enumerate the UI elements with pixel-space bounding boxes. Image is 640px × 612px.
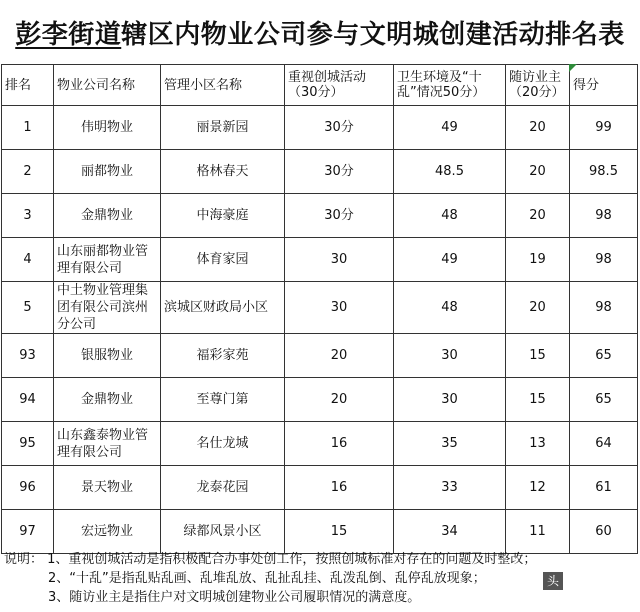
table-row bbox=[2, 378, 638, 422]
sanitation-score-cell: 33 bbox=[394, 466, 506, 510]
total-score-cell: 98.5 bbox=[570, 150, 638, 194]
visit-score-cell: 20 bbox=[506, 282, 570, 334]
campaign-score-cell: 30分 bbox=[285, 150, 394, 194]
table-row bbox=[2, 334, 638, 378]
table-row bbox=[2, 238, 638, 282]
total-score-cell: 61 bbox=[570, 466, 638, 510]
header-campaign-score: 重视创城活动（30分） bbox=[285, 65, 394, 106]
sanitation-score-cell: 30 bbox=[394, 378, 506, 422]
visit-score-cell: 15 bbox=[506, 378, 570, 422]
header-row bbox=[2, 65, 638, 106]
total-score-cell: 65 bbox=[570, 378, 638, 422]
company-cell: 金鼎物业 bbox=[54, 194, 161, 238]
rank-cell: 1 bbox=[2, 106, 54, 150]
company-cell: 宏远物业 bbox=[54, 510, 161, 554]
total-score-cell: 64 bbox=[570, 422, 638, 466]
total-score-cell: 65 bbox=[570, 334, 638, 378]
company-cell: 丽都物业 bbox=[54, 150, 161, 194]
campaign-score-cell: 20 bbox=[285, 334, 394, 378]
community-cell: 福彩家苑 bbox=[161, 334, 285, 378]
community-cell: 丽景新园 bbox=[161, 106, 285, 150]
header-company: 物业公司名称 bbox=[54, 65, 161, 106]
total-score-cell: 98 bbox=[570, 238, 638, 282]
company-cell: 银服物业 bbox=[54, 334, 161, 378]
visit-score-cell: 11 bbox=[506, 510, 570, 554]
visit-score-cell: 20 bbox=[506, 106, 570, 150]
total-score-cell: 99 bbox=[570, 106, 638, 150]
campaign-score-cell: 20 bbox=[285, 378, 394, 422]
visit-score-cell: 13 bbox=[506, 422, 570, 466]
visit-score-cell: 15 bbox=[506, 334, 570, 378]
rank-cell: 4 bbox=[2, 238, 54, 282]
total-score-cell: 98 bbox=[570, 194, 638, 238]
table-row bbox=[2, 510, 638, 554]
sanitation-score-cell: 49 bbox=[394, 238, 506, 282]
rank-cell: 94 bbox=[2, 378, 54, 422]
visit-score-cell: 20 bbox=[506, 194, 570, 238]
rank-cell: 2 bbox=[2, 150, 54, 194]
notes bbox=[4, 550, 636, 607]
sanitation-score-cell: 48 bbox=[394, 282, 506, 334]
company-cell: 景天物业 bbox=[54, 466, 161, 510]
table-row bbox=[2, 106, 638, 150]
title-prefix: 彭李街道 bbox=[15, 19, 122, 50]
rank-cell: 96 bbox=[2, 466, 54, 510]
table-row bbox=[2, 466, 638, 510]
community-cell: 体育家园 bbox=[161, 238, 285, 282]
header-sanitation-score: 卫生环境及“十乱”情况50分） bbox=[394, 65, 506, 106]
campaign-score-cell: 16 bbox=[285, 422, 394, 466]
community-cell: 中海豪庭 bbox=[161, 194, 285, 238]
visit-score-cell: 20 bbox=[506, 150, 570, 194]
rank-cell: 93 bbox=[2, 334, 54, 378]
sanitation-score-cell: 48 bbox=[394, 194, 506, 238]
visit-score-cell: 12 bbox=[506, 466, 570, 510]
campaign-score-cell: 30 bbox=[285, 238, 394, 282]
sanitation-score-cell: 34 bbox=[394, 510, 506, 554]
community-cell: 滨城区财政局小区 bbox=[161, 282, 285, 334]
note-line-3: 3、随访业主是指住户对文明城创建物业公司履职情况的满意度。 bbox=[48, 590, 421, 605]
community-cell: 至尊门第 bbox=[161, 378, 285, 422]
sanitation-score-cell: 35 bbox=[394, 422, 506, 466]
company-cell: 山东鑫泰物业管理有限公司 bbox=[54, 422, 161, 466]
header-total-score: 得分 bbox=[570, 65, 638, 106]
community-cell: 名仕龙城 bbox=[161, 422, 285, 466]
sanitation-score-cell: 49 bbox=[394, 106, 506, 150]
rank-cell: 5 bbox=[2, 282, 54, 334]
header-rank: 排名 bbox=[2, 65, 54, 106]
company-cell: 山东丽都物业管理有限公司 bbox=[54, 238, 161, 282]
note-line-1: 说明： 1、重视创城活动是指积极配合办事处创工作，按照创城标准对存在的问题及时整改； bbox=[4, 552, 537, 567]
company-cell: 中土物业管理集团有限公司滨州分公司 bbox=[54, 282, 161, 334]
campaign-score-cell: 30分 bbox=[285, 106, 394, 150]
rank-cell: 3 bbox=[2, 194, 54, 238]
sanitation-score-cell: 48.5 bbox=[394, 150, 506, 194]
campaign-score-cell: 15 bbox=[285, 510, 394, 554]
campaign-score-cell: 30分 bbox=[285, 194, 394, 238]
rank-cell: 97 bbox=[2, 510, 54, 554]
header-community: 管理小区名称 bbox=[161, 65, 285, 106]
table-row bbox=[2, 422, 638, 466]
note-line-2: 2、“十乱”是指乱贴乱画、乱堆乱放、乱扯乱挂、乱泼乱倒、乱停乱放现象； bbox=[48, 571, 486, 586]
rank-cell: 95 bbox=[2, 422, 54, 466]
sanitation-score-cell: 30 bbox=[394, 334, 506, 378]
community-cell: 绿都风景小区 bbox=[161, 510, 285, 554]
company-cell: 伟明物业 bbox=[54, 106, 161, 150]
title-rest: 辖区内物业公司参与文明城创建活动排名表 bbox=[121, 19, 625, 50]
total-score-cell: 60 bbox=[570, 510, 638, 554]
watermark-badge: 头条 bbox=[543, 572, 563, 590]
table-row bbox=[2, 194, 638, 238]
company-cell: 金鼎物业 bbox=[54, 378, 161, 422]
page-title bbox=[0, 0, 640, 64]
ranking-table bbox=[1, 64, 638, 554]
total-score-cell: 98 bbox=[570, 282, 638, 334]
header-visit-score: 随访业主（20分） bbox=[506, 65, 570, 106]
campaign-score-cell: 16 bbox=[285, 466, 394, 510]
visit-score-cell: 19 bbox=[506, 238, 570, 282]
community-cell: 龙泰花园 bbox=[161, 466, 285, 510]
campaign-score-cell: 30 bbox=[285, 282, 394, 334]
table-row bbox=[2, 150, 638, 194]
table-row bbox=[2, 282, 638, 334]
corner-marker-icon bbox=[569, 64, 577, 72]
community-cell: 格林春天 bbox=[161, 150, 285, 194]
